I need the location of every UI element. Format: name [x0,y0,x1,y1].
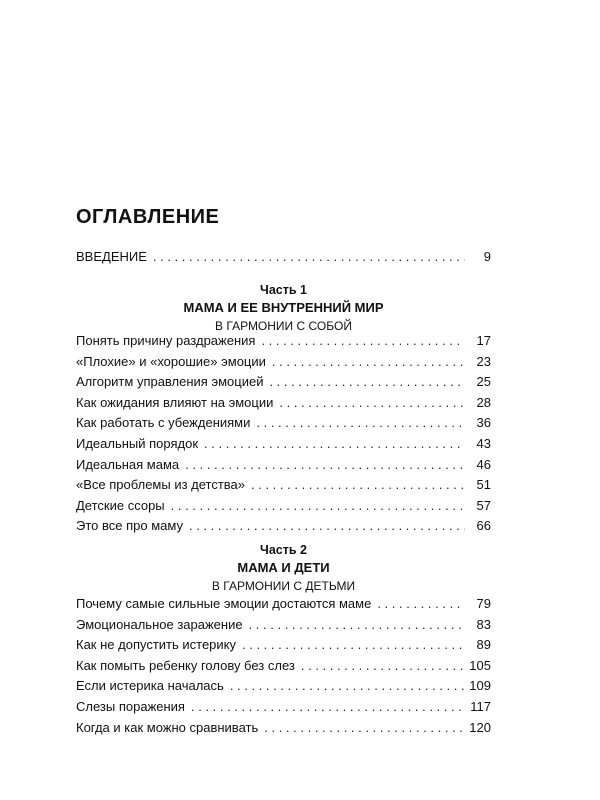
part-subtitle: В ГАРМОНИИ С СОБОЙ [215,319,352,333]
part-subtitle: В ГАРМОНИИ С ДЕТЬМИ [211,579,356,593]
dot-leader [230,678,465,694]
toc-entry-page: 57 [476,497,491,513]
toc-entry-page: 117 [470,698,491,714]
part-1-entries [76,333,491,539]
dot-leader [269,374,465,390]
part-number: Часть 1 [260,283,307,297]
part-2-entries [76,596,491,740]
part-1-heading [76,282,491,334]
toc-entry [76,354,491,375]
toc-entry-page: 46 [476,456,491,472]
toc-entry-page: 79 [476,596,491,611]
toc-entry-page: 89 [476,637,491,653]
toc-entry-label: ВВЕДЕНИЕ [76,249,147,264]
dot-leader [377,596,465,612]
toc-entry-label: Это все про маму [76,518,183,534]
dot-leader [189,518,465,534]
dot-leader [185,457,465,473]
dot-leader [256,415,465,431]
toc-entry-page: 51 [476,477,491,493]
toc-entry-label: Идеальный порядок [76,435,199,451]
toc-entry-page: 36 [476,415,491,431]
toc-entry [76,395,491,416]
dot-leader [264,720,465,736]
toc-entry [76,658,491,679]
dot-leader [191,699,465,715]
toc-entry [76,333,491,354]
toc-entry [76,596,491,617]
toc-entry-page: 17 [476,333,491,348]
toc-entry-label: Алгоритм управления эмоцией [76,374,264,390]
toc-entry-page: 25 [476,374,491,390]
toc-entry [76,637,491,658]
toc-entry-page: 23 [476,353,491,369]
toc-entry [76,415,491,436]
dot-leader [249,617,465,633]
toc-entry [76,678,491,699]
toc-entry [76,374,491,395]
toc-entry [76,699,491,720]
dot-leader [261,333,465,349]
part-title: МАМА И ЕЕ ВНУТРЕННИЙ МИР [183,300,384,315]
toc-entry-label: Как не допустить истерику [76,637,237,653]
toc-entry [76,436,491,457]
toc-entry [76,617,491,638]
toc-title: ОГЛАВЛЕНИЕ [76,206,220,228]
toc-entry-page: 105 [469,657,491,673]
toc-entry [76,457,491,478]
part-title: МАМА И ДЕТИ [237,560,330,575]
part-number: Часть 2 [260,543,307,557]
toc-entry-label: Слезы поражения [76,698,185,714]
toc-entry-label: Почему самые сильные эмоции достаются маме [76,596,372,611]
dot-leader [279,395,465,411]
dot-leader [301,658,465,674]
toc-entry [76,518,491,539]
toc-entry-page: 28 [476,394,491,410]
toc-entry-label: Идеальная мама [76,456,180,472]
toc-entry [76,498,491,519]
toc-entry-page: 43 [476,435,491,451]
toc-entry-page: 66 [476,518,491,534]
toc-entry-label: Как помыть ребенку голову без слез [76,657,295,673]
toc-entry-page: 120 [469,719,491,735]
toc-entry-page: 109 [469,678,491,694]
toc-entry-page: 9 [483,249,491,264]
toc-entry-label: Эмоциональное заражение [76,616,243,632]
toc-entry-label: Если истерика началась [76,678,224,694]
dot-leader [242,637,465,653]
toc-entry-label: Как ожидания влияют на эмоции [76,394,274,410]
toc-entry [76,720,491,741]
toc-entry-label: Когда и как можно сравнивать [76,719,259,735]
dot-leader [153,249,465,265]
toc-entry-intro [76,249,491,270]
toc-entry-label: Как работать с убеждениями [76,415,251,431]
dot-leader [171,498,465,514]
toc-entry-label: «Все проблемы из детства» [76,477,246,493]
intro-list [76,249,491,270]
dot-leader [272,354,465,370]
toc-entry-label: «Плохие» и «хорошие» эмоции [76,353,266,369]
toc-entry-label: Понять причину раздражения [76,333,256,348]
dot-leader [251,477,465,493]
part-2-heading [76,542,491,594]
toc-entry [76,477,491,498]
toc-entry-label: Детские ссоры [76,497,165,513]
dot-leader [204,436,465,452]
toc-entry-page: 83 [476,616,491,632]
